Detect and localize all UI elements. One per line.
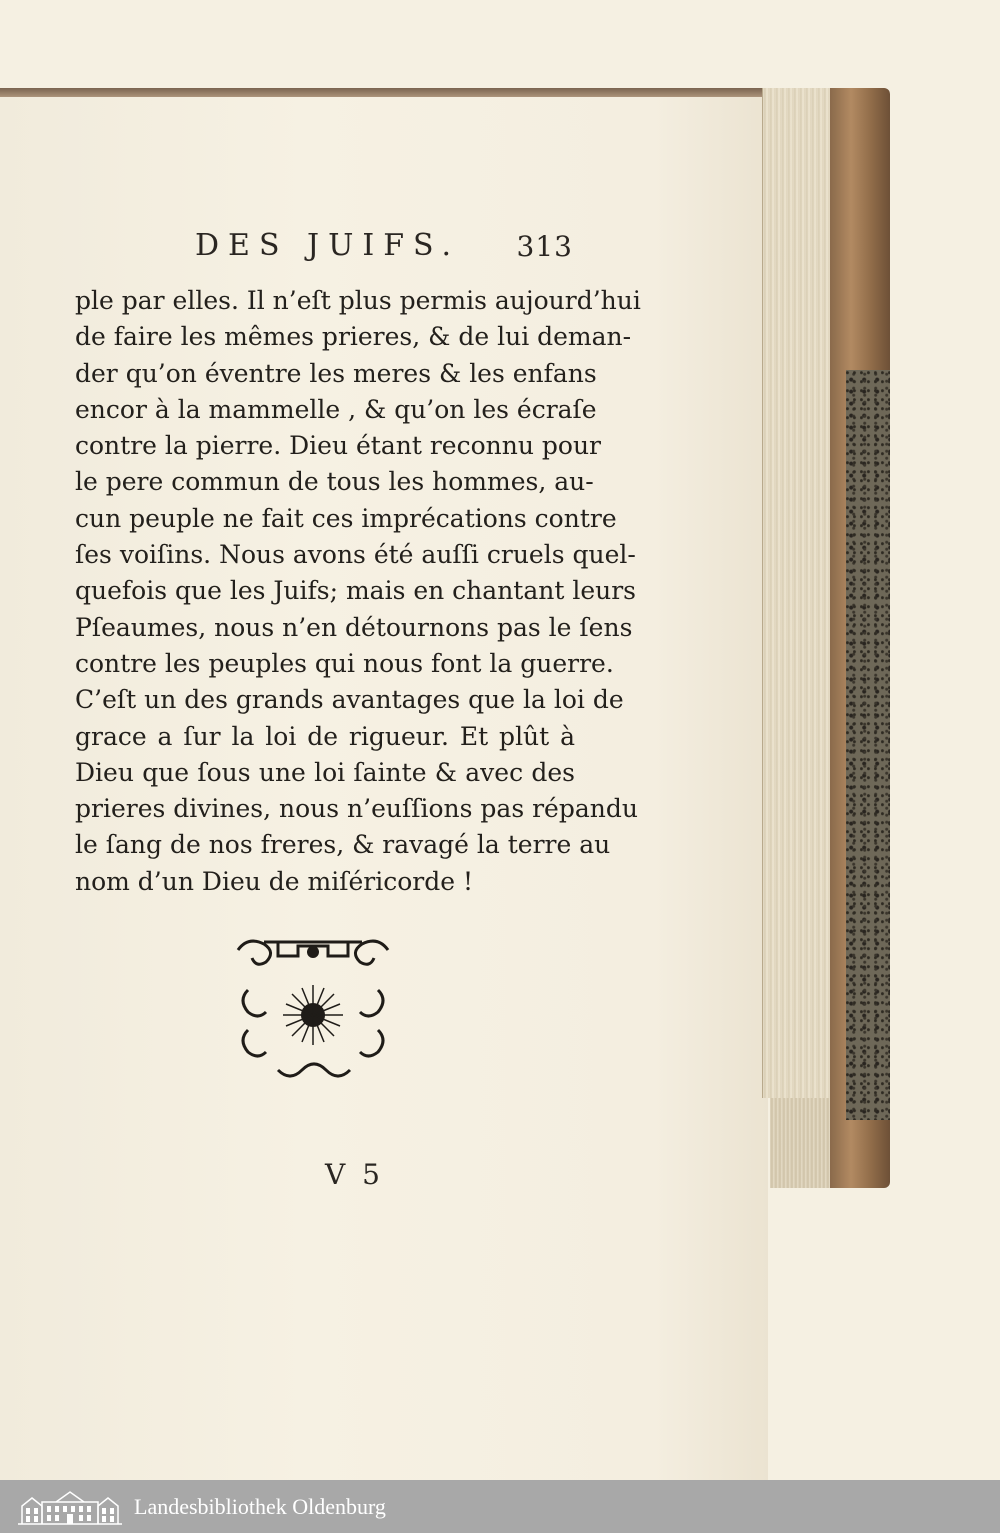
text-line: contre la pierre. Dieu étant reconnu pour <box>75 431 602 461</box>
text-line: ſes voiſins. Nous avons été auſſi cruels quel- <box>75 540 636 570</box>
library-name: Landesbibliothek Oldenburg <box>134 1494 386 1519</box>
text-line: cun peuple ne fait ces imprécations contre <box>75 503 617 533</box>
marbled-endpaper <box>846 370 890 1120</box>
library-building-icon <box>16 1488 124 1526</box>
footer-bar <box>0 1480 1000 1533</box>
page-stack-edge <box>762 88 835 1098</box>
text-line: nom d’un Dieu de miſéricorde ! <box>75 866 474 896</box>
text-line: de faire les mêmes prieres, & de lui deman- <box>75 322 632 352</box>
text-line: contre les peuples qui nous font la guerre. <box>75 648 614 678</box>
text-line: le pere commun de tous les hommes, au- <box>75 467 594 497</box>
text-line: encor à la mammelle , & qu’on les écraſe <box>75 394 597 424</box>
signature-mark: V 5 <box>325 1158 384 1191</box>
text-line: grace a ſur la loi de rigueur. Et plût à <box>75 721 575 751</box>
text-line: C’eſt un des grands avantages que la loi de <box>75 685 624 715</box>
body-text <box>75 283 641 900</box>
text-line: der qu’on éventre les meres & les enfans <box>75 358 597 388</box>
running-head <box>75 228 573 268</box>
tailpiece-ornament-icon <box>218 930 408 1090</box>
page-stack-lower <box>770 1098 832 1188</box>
text-line: le ſang de nos freres, & ravagé la terre au <box>75 830 611 860</box>
page-number: 313 <box>516 230 573 263</box>
text-line: prieres divines, nous n’euſſions pas répandu <box>75 794 638 824</box>
running-title: DES JUIFS. <box>195 228 461 263</box>
text-line: ple par elles. Il n’eſt plus permis aujourd’hui <box>75 286 641 315</box>
text-line: Dieu que ſous une loi ſainte & avec des <box>75 757 575 787</box>
text-line: quefois que les Juifs; mais en chantant leurs <box>75 576 637 606</box>
text-line: Pſeaumes, nous n’en détournons pas le ſens <box>75 612 633 642</box>
